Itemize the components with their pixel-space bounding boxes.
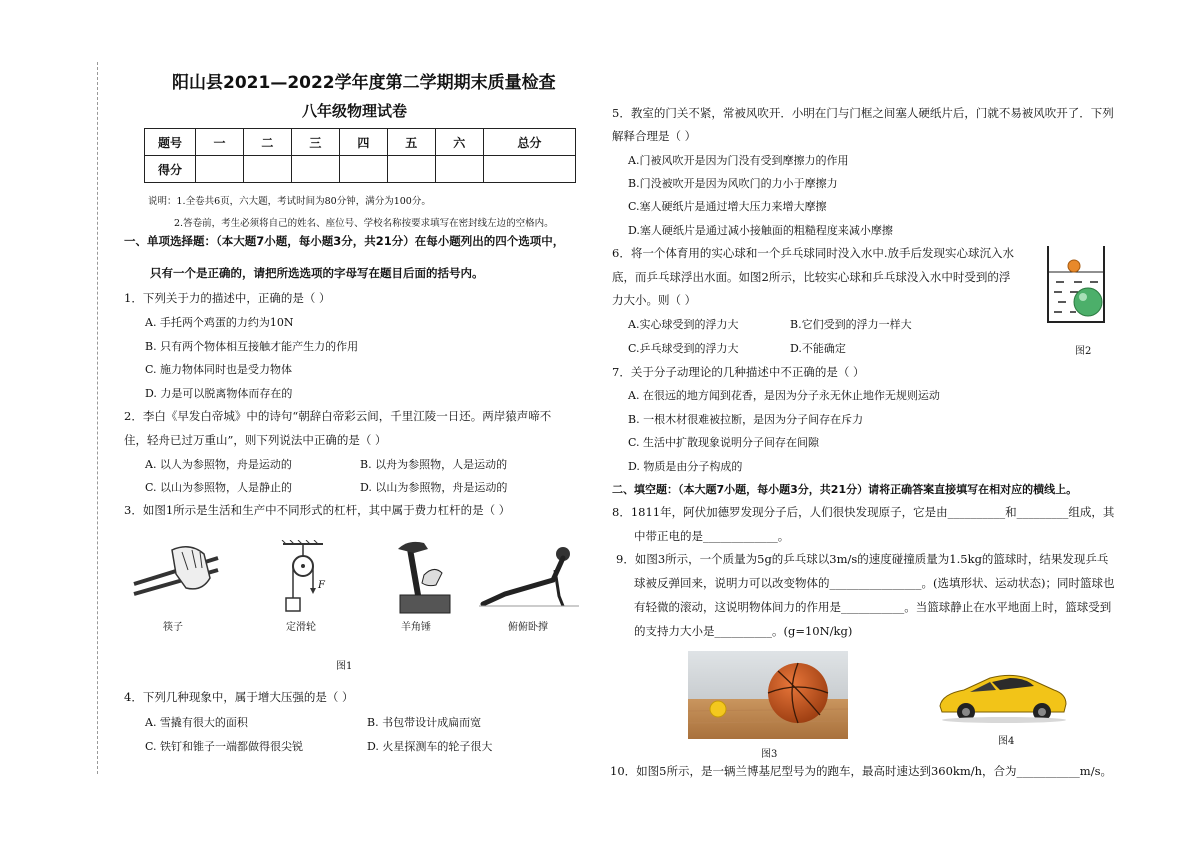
q6-line3: 力大小。则（ ） [612, 293, 697, 307]
score-cell-empty [387, 156, 435, 183]
q1-option-d: D. 力是可以脱离物体而存在的 [145, 387, 293, 400]
q5-option-c: C.塞人硬纸片是通过增大压力来增大摩擦 [628, 200, 827, 213]
q1-option-a: A. 手托两个鸡蛋的力约为10N [145, 316, 294, 329]
q1-option-b: B. 只有两个物体相互接触才能产生力的作用 [145, 340, 359, 353]
q6-option-b: B.它们受到的浮力一样大 [790, 318, 912, 331]
q6-option-c: C.乒乓球受到的浮力大 [628, 342, 739, 355]
q5-option-d: D.塞人硬纸片是通过减小接触面的粗糙程度来减小摩擦 [628, 224, 893, 237]
q5-option-a: A.门被风吹开是因为门没有受到摩擦力的作用 [628, 154, 849, 167]
binding-line [97, 62, 98, 774]
score-table-cell: 五 [387, 129, 435, 156]
score-cell-empty [291, 156, 339, 183]
q2-line1: 2．李白《早发白帝城》中的诗句“朝辞白帝彩云间，千里江陵一日还。两岸猿声啼不 [124, 409, 552, 423]
claw-hammer-illustration [390, 535, 460, 615]
q9-line1: 9．如图3所示，一个质量为5g的乒乓球以3m/s的速度碰撞质量为1.5kg的篮球时，结果发现乒乓 [616, 552, 1109, 566]
figure1-label-hammer: 羊角锤 [401, 622, 431, 633]
fixed-pulley-illustration [278, 540, 328, 615]
q9-line4: 的支持力大小是__________。(g=10N/kg) [634, 624, 853, 638]
figure1-caption: 图1 [336, 661, 353, 672]
score-cell-empty [483, 156, 575, 183]
score-table-cell: 总分 [483, 129, 575, 156]
q1-option-c: C. 施力物体同时也是受力物体 [145, 363, 293, 376]
q7-option-d: D. 物质是由分子构成的 [628, 460, 743, 473]
q6-option-a: A.实心球受到的浮力大 [628, 318, 739, 331]
q8-line1: 8．1811年，阿伏加德罗发现分子后，人们很快发现原子，它是由__________和_________组成，其 [612, 505, 1115, 519]
q6-line1: 6．将一个体育用的实心球和一个乒乓球同时没入水中.放手后发现实心球沉入水 [612, 246, 1014, 260]
q8-line2: 中带正电的是_____________。 [634, 529, 790, 543]
score-table-cell: 六 [435, 129, 483, 156]
q9-line3: 有轻微的滚动，这说明物体间力的作用是___________。当篮球静止在水平地面上时，篮球受到 [634, 600, 1112, 614]
score-table-cell: 一 [196, 129, 244, 156]
figure2-caption: 图2 [1075, 346, 1092, 357]
q6-option-d: D.不能确定 [790, 342, 846, 355]
figure1-label-pulley: 定滑轮 [286, 622, 316, 633]
q1-stem: 1．下列关于力的描述中，正确的是（ ） [124, 291, 331, 305]
score-table-cell: 二 [243, 129, 291, 156]
score-row-label: 得分 [145, 156, 196, 183]
q9-line2: 球被反弹回来，说明力可以改变物体的________________。(选填形状、运动状态)；同时篮球也 [634, 576, 1115, 590]
push-up-illustration [475, 540, 585, 615]
figure3-caption: 图3 [761, 749, 778, 760]
q4-option-a: A. 雪撬有很大的面积 [145, 716, 248, 729]
score-table [144, 128, 576, 183]
score-cell-empty [435, 156, 483, 183]
q2-option-c: C. 以山为参照物，人是静止的 [145, 481, 293, 494]
q4-option-d: D. 火星探测车的轮子很大 [367, 740, 493, 753]
q4-option-c: C. 铁钉和锥子一端都做得很尖锐 [145, 740, 304, 753]
note-1: 说明：1.全卷共6页，六大题，考试时间为80分钟，满分为100分。 [148, 196, 431, 207]
q2-option-a: A. 以人为参照物，舟是运动的 [145, 458, 292, 471]
q5-option-b: B.门没被吹开是因为风吹门的力小于摩擦力 [628, 177, 838, 190]
q7-option-b: B. 一根木材很难被拉断，是因为分子间存在斥力 [628, 413, 864, 426]
q4-stem: 4．下列几种现象中，属于增大压强的是（ ） [124, 690, 354, 704]
score-table-score-row [145, 156, 576, 183]
score-table-cell: 四 [339, 129, 387, 156]
basketball-pingpong-photo [688, 651, 848, 739]
sports-car-illustration [934, 668, 1070, 724]
score-table-cell: 三 [291, 129, 339, 156]
exam-title: 阳山县2021—2022学年度第二学期期末质量检查 [172, 73, 556, 93]
q7-option-a: A. 在很远的地方闻到花香，是因为分子永无休止地作无规则运动 [628, 389, 940, 402]
q10-stem: 10．如图5所示，是一辆兰博基尼型号为的跑车，最高时速达到360km/h，合为___________m/s。 [610, 764, 1112, 778]
q5-line2: 解释合理是（ ） [612, 129, 697, 143]
exam-subtitle: 八年级物理试卷 [302, 102, 408, 120]
q2-line2: 住，轻舟已过万重山”，则下列说法中正确的是（ ） [124, 433, 387, 447]
score-cell-empty [339, 156, 387, 183]
q2-option-b: B. 以舟为参照物，人是运动的 [360, 458, 508, 471]
q7-stem: 7．关于分子动理论的几种描述中不正确的是（ ） [612, 365, 865, 379]
water-tank-illustration [1044, 244, 1108, 326]
score-table-cell: 题号 [145, 129, 196, 156]
q2-option-d: D. 以山为参照物，舟是运动的 [360, 481, 508, 494]
q7-option-c: C. 生活中扩散现象说明分子间存在间隙 [628, 436, 820, 449]
section2-heading: 二、填空题：（本大题7小题，每小题3分，共21分）请将正确答案直接填写在相对应的横线上。 [612, 483, 1078, 496]
score-cell-empty [196, 156, 244, 183]
figure1-label-chopsticks: 筷子 [163, 622, 183, 633]
section1-instruction: 只有一个是正确的，请把所选选项的字母写在题目后面的括号内。 [150, 266, 484, 280]
figure1-label-pushup: 俯俯卧撑 [508, 622, 548, 633]
force-label: F [318, 580, 325, 591]
q6-line2: 底，而乒乓球浮出水面。如图2所示，比较实心球和乒乓球没入水中时受到的浮 [612, 270, 1011, 284]
section1-heading: 一、单项选择题：（本大题7小题，每小题3分，共21分）在每小题列出的四个选项中， [124, 234, 565, 248]
q4-option-b: B. 书包带设计成扁而宽 [367, 716, 482, 729]
q5-line1: 5．教室的门关不紧，常被风吹开．小明在门与门框之间塞人硬纸片后，门就不易被风吹开了．下列 [612, 106, 1114, 120]
figure4-caption: 图4 [998, 736, 1015, 747]
chopsticks-illustration [132, 540, 220, 615]
note-2: 2.答卷前，考生必须将自己的姓名、座位号、学校名称按要求填写在密封线左边的空格内。 [174, 218, 554, 229]
score-table-header-row [145, 129, 576, 156]
score-cell-empty [243, 156, 291, 183]
q3-stem: 3．如图1所示是生活和生产中不同形式的杠杆，其中属于费力杠杆的是（ ） [124, 503, 511, 517]
